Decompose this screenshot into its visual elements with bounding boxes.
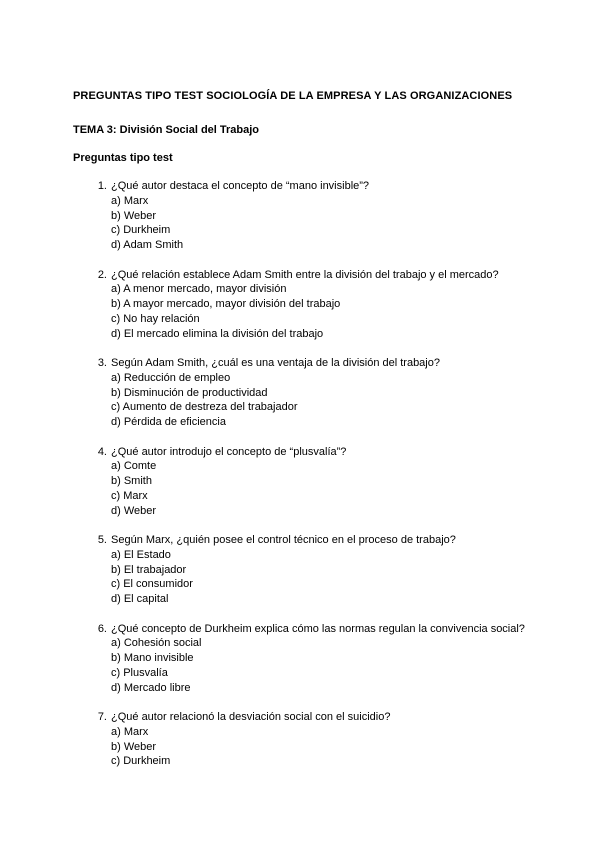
answer-options: [111, 636, 202, 695]
question-number: 6.: [97, 622, 107, 635]
answer-option: b) Weber: [111, 209, 157, 222]
answer-option: a) Comte: [111, 460, 157, 473]
question-item: [0, 533, 600, 622]
question-item: [0, 179, 600, 268]
answer-options: [111, 371, 298, 430]
answer-option: d) Mercado libre: [111, 681, 191, 694]
answer-options: [111, 459, 156, 518]
answer-option: b) El trabajador: [111, 563, 187, 576]
answer-option: b) Mano invisible: [111, 652, 194, 665]
section-heading: Preguntas tipo test: [73, 152, 173, 164]
answer-option: a) Reducción de empleo: [111, 371, 231, 384]
answer-option: a) Marx: [111, 725, 149, 738]
answer-option: a) Cohesión social: [111, 637, 202, 650]
question-item: [0, 445, 600, 534]
topic-heading: TEMA 3: División Social del Trabajo: [73, 124, 260, 136]
answer-option: c) Plusvalía: [111, 666, 168, 679]
answer-option: a) A menor mercado, mayor división: [111, 283, 287, 296]
answer-option: c) Durkheim: [111, 224, 171, 237]
question-number: 7.: [97, 711, 107, 723]
answer-options: [111, 194, 183, 253]
question-item: [0, 268, 600, 357]
answer-option: d) Adam Smith: [111, 239, 184, 252]
answer-option: b) Smith: [111, 475, 152, 488]
answer-option: a) Marx: [111, 194, 149, 207]
question-text: ¿Qué autor relacionó la desviación social con el suicidio?: [111, 711, 391, 723]
question-number: 3.: [97, 357, 107, 369]
question-number: 1.: [97, 180, 107, 192]
question-number: 5.: [97, 534, 107, 546]
question-text: ¿Qué concepto de Durkheim explica cómo las normas regulan la convivencia social?: [111, 622, 525, 635]
answer-option: c) No hay relación: [111, 312, 200, 325]
answer-option: d) Weber: [111, 504, 157, 517]
answer-option: a) El Estado: [111, 548, 171, 561]
answer-options: [111, 725, 170, 769]
question-text: ¿Qué relación establece Adam Smith entre la división del trabajo y el mercado?: [111, 268, 499, 281]
answer-option: b) A mayor mercado, mayor división del trabajo: [111, 298, 341, 311]
answer-options: [111, 282, 340, 341]
question-text: ¿Qué autor introdujo el concepto de “plusvalía”?: [111, 445, 347, 458]
question-number: 2.: [97, 268, 107, 281]
answer-options: [111, 548, 193, 607]
answer-option: c) Aumento de destreza del trabajador: [111, 401, 298, 414]
question-item: [0, 622, 600, 711]
question-list: [0, 179, 600, 799]
document-title: PREGUNTAS TIPO TEST SOCIOLOGÍA DE LA EMPRESA Y LAS ORGANIZACIONES: [73, 90, 513, 102]
answer-option: d) El capital: [111, 593, 169, 606]
answer-option: b) Weber: [111, 740, 157, 753]
answer-option: d) Pérdida de eficiencia: [111, 416, 226, 429]
question-number: 4.: [97, 445, 107, 458]
question-item: [0, 710, 600, 799]
answer-option: d) El mercado elimina la división del trabajo: [111, 327, 324, 340]
answer-option: c) Durkheim: [111, 755, 171, 768]
question-text: ¿Qué autor destaca el concepto de “mano invisible”?: [111, 180, 370, 192]
answer-option: b) Disminución de productividad: [111, 386, 268, 399]
answer-option: c) Marx: [111, 489, 148, 502]
question-text: Según Marx, ¿quién posee el control técnico en el proceso de trabajo?: [111, 534, 456, 546]
question-item: [0, 356, 600, 445]
question-text: Según Adam Smith, ¿cuál es una ventaja de la división del trabajo?: [111, 357, 440, 369]
answer-option: c) El consumidor: [111, 578, 193, 591]
